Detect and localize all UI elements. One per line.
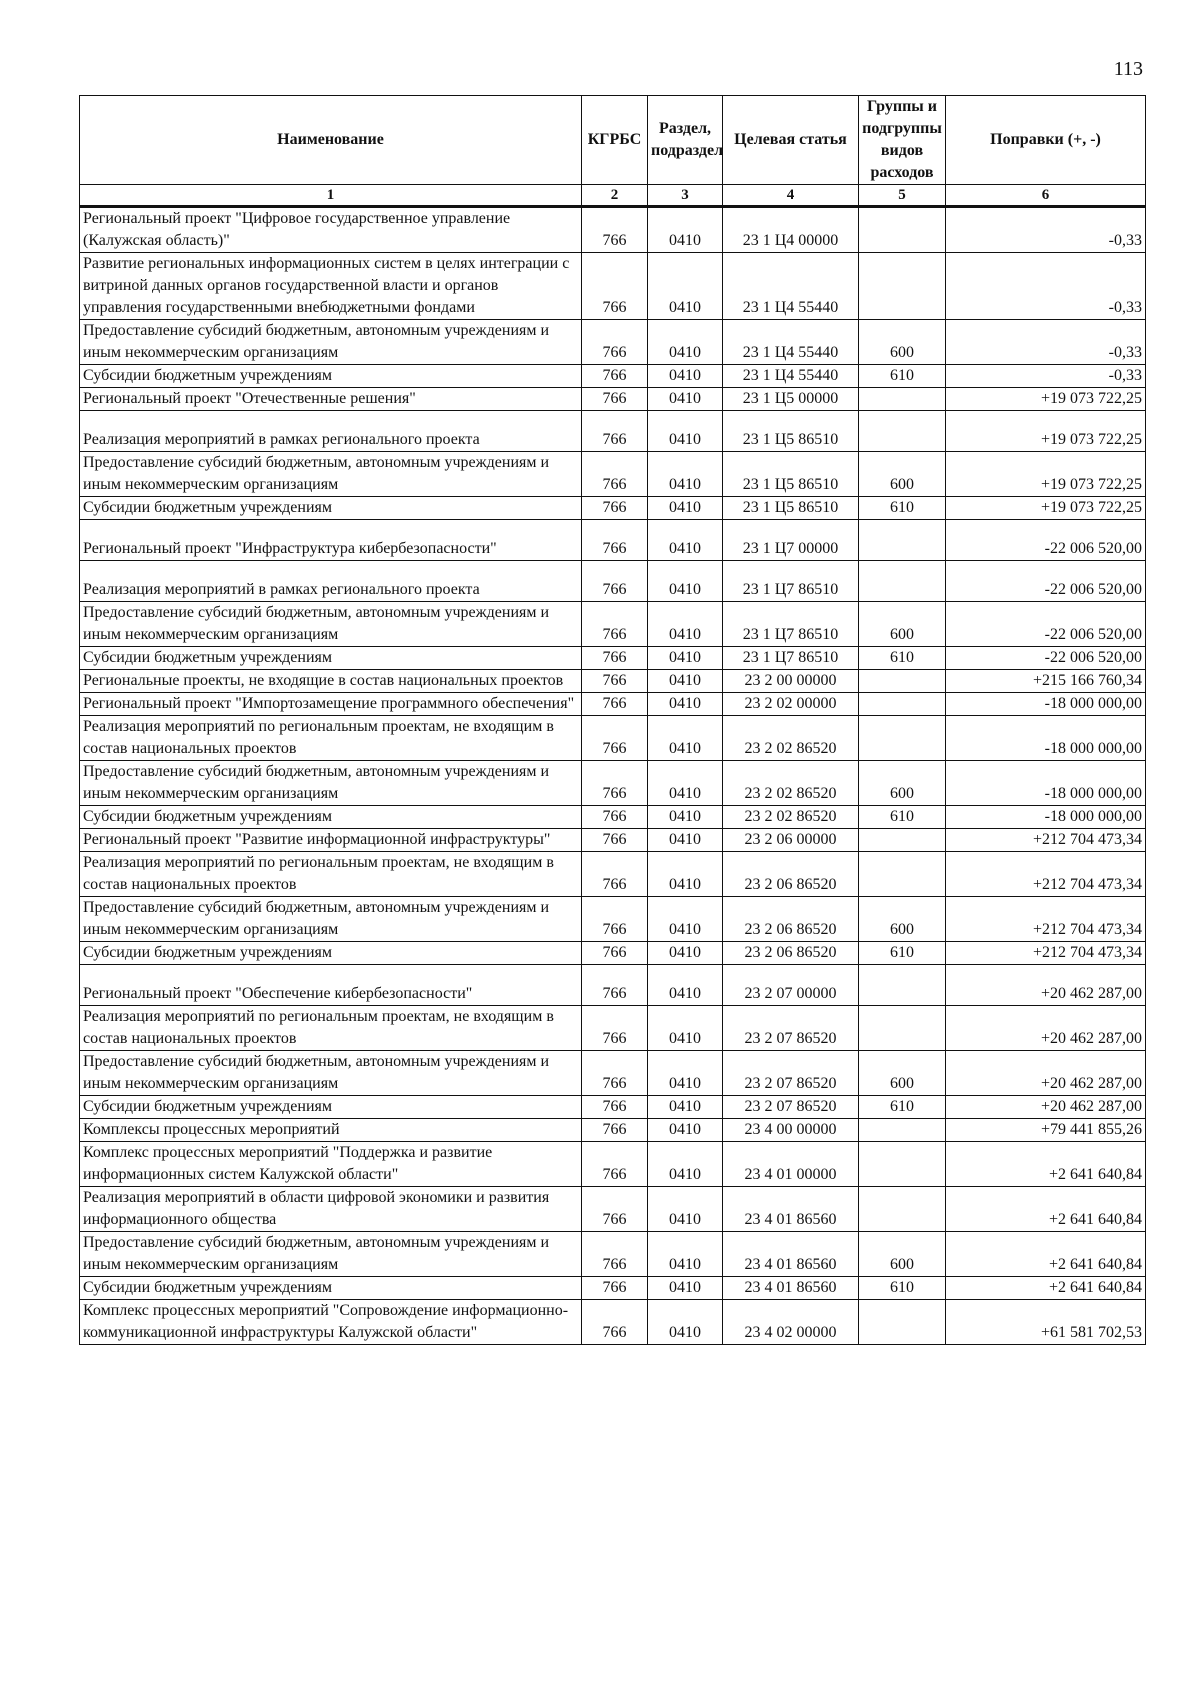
column-number-row — [80, 185, 1146, 207]
row-amount-cell: +20 462 287,00 — [946, 1096, 1146, 1119]
table-row — [80, 388, 1146, 411]
table-row — [80, 716, 1146, 761]
row-group-cell — [859, 965, 946, 1006]
row-target-cell: 23 2 06 86520 — [723, 852, 859, 897]
row-amount-cell: +19 073 722,25 — [946, 388, 1146, 411]
row-kgrbs-cell: 766 — [582, 320, 648, 365]
row-target-cell: 23 1 Ц4 55440 — [723, 320, 859, 365]
row-group-cell: 610 — [859, 365, 946, 388]
row-section-cell: 0410 — [648, 1300, 723, 1345]
row-target-cell: 23 1 Ц7 86510 — [723, 602, 859, 647]
row-amount-cell: -0,33 — [946, 253, 1146, 320]
row-target-cell: 23 1 Ц5 86510 — [723, 452, 859, 497]
row-target-cell: 23 2 06 86520 — [723, 942, 859, 965]
row-group-cell: 610 — [859, 806, 946, 829]
table-row — [80, 1006, 1146, 1051]
row-kgrbs-cell: 766 — [582, 965, 648, 1006]
row-name-cell: Реализация мероприятий по региональным проектам, не входящим в состав национальных проектов — [80, 1006, 582, 1051]
row-name-cell: Реализация мероприятий в рамках регионального проекта — [80, 411, 582, 452]
row-target-cell: 23 2 07 86520 — [723, 1096, 859, 1119]
row-name-cell: Региональные проекты, не входящие в состав национальных проектов — [80, 670, 582, 693]
row-group-cell — [859, 716, 946, 761]
row-kgrbs-cell: 766 — [582, 647, 648, 670]
row-amount-cell: -22 006 520,00 — [946, 520, 1146, 561]
row-group-cell: 610 — [859, 942, 946, 965]
row-name-cell: Предоставление субсидий бюджетным, автономным учреждениям и иным некоммерческим организациям — [80, 1051, 582, 1096]
row-section-cell: 0410 — [648, 852, 723, 897]
row-section-cell: 0410 — [648, 411, 723, 452]
row-section-cell: 0410 — [648, 942, 723, 965]
table-header-row — [80, 96, 1146, 185]
row-kgrbs-cell: 766 — [582, 1051, 648, 1096]
row-group-cell — [859, 852, 946, 897]
row-section-cell: 0410 — [648, 1006, 723, 1051]
row-section-cell: 0410 — [648, 1187, 723, 1232]
column-number: 4 — [723, 185, 859, 207]
column-number: 6 — [946, 185, 1146, 207]
row-amount-cell: -0,33 — [946, 207, 1146, 253]
row-section-cell: 0410 — [648, 497, 723, 520]
row-name-cell: Реализация мероприятий в области цифровой экономики и развития информационного общества — [80, 1187, 582, 1232]
row-name-cell: Реализация мероприятий по региональным проектам, не входящим в состав национальных проектов — [80, 716, 582, 761]
row-group-cell — [859, 411, 946, 452]
column-number: 1 — [80, 185, 582, 207]
row-section-cell: 0410 — [648, 388, 723, 411]
row-amount-cell: +2 641 640,84 — [946, 1142, 1146, 1187]
row-section-cell: 0410 — [648, 647, 723, 670]
table-row — [80, 942, 1146, 965]
row-target-cell: 23 2 02 00000 — [723, 693, 859, 716]
row-amount-cell: +212 704 473,34 — [946, 852, 1146, 897]
row-amount-cell: +20 462 287,00 — [946, 1051, 1146, 1096]
row-group-cell — [859, 207, 946, 253]
row-amount-cell: -0,33 — [946, 365, 1146, 388]
row-kgrbs-cell: 766 — [582, 561, 648, 602]
row-group-cell: 610 — [859, 497, 946, 520]
table-row — [80, 693, 1146, 716]
header-amount: Поправки (+, -) — [946, 96, 1146, 185]
row-group-cell — [859, 829, 946, 852]
row-kgrbs-cell: 766 — [582, 365, 648, 388]
row-name-cell: Предоставление субсидий бюджетным, автономным учреждениям и иным некоммерческим организациям — [80, 1232, 582, 1277]
row-section-cell: 0410 — [648, 965, 723, 1006]
row-name-cell: Региональный проект "Цифровое государственное управление (Калужская область)" — [80, 207, 582, 253]
row-target-cell: 23 2 07 86520 — [723, 1006, 859, 1051]
row-section-cell: 0410 — [648, 561, 723, 602]
row-target-cell: 23 2 07 00000 — [723, 965, 859, 1006]
row-kgrbs-cell: 766 — [582, 1119, 648, 1142]
row-name-cell: Реализация мероприятий в рамках регионального проекта — [80, 561, 582, 602]
row-kgrbs-cell: 766 — [582, 716, 648, 761]
row-section-cell: 0410 — [648, 1051, 723, 1096]
row-target-cell: 23 2 06 86520 — [723, 897, 859, 942]
row-kgrbs-cell: 766 — [582, 497, 648, 520]
row-section-cell: 0410 — [648, 520, 723, 561]
row-amount-cell: +212 704 473,34 — [946, 942, 1146, 965]
row-amount-cell: -22 006 520,00 — [946, 647, 1146, 670]
row-target-cell: 23 1 Ц5 00000 — [723, 388, 859, 411]
table-row — [80, 897, 1146, 942]
row-target-cell: 23 2 02 86520 — [723, 716, 859, 761]
table-row — [80, 411, 1146, 452]
row-section-cell: 0410 — [648, 320, 723, 365]
row-target-cell: 23 1 Ц4 55440 — [723, 253, 859, 320]
row-section-cell: 0410 — [648, 806, 723, 829]
row-group-cell: 610 — [859, 1096, 946, 1119]
row-kgrbs-cell: 766 — [582, 897, 648, 942]
row-kgrbs-cell: 766 — [582, 942, 648, 965]
row-section-cell: 0410 — [648, 207, 723, 253]
table-row — [80, 320, 1146, 365]
row-kgrbs-cell: 766 — [582, 1187, 648, 1232]
row-amount-cell: +19 073 722,25 — [946, 497, 1146, 520]
table-row — [80, 1051, 1146, 1096]
table-row — [80, 852, 1146, 897]
row-amount-cell: +19 073 722,25 — [946, 411, 1146, 452]
row-name-cell: Предоставление субсидий бюджетным, автономным учреждениям и иным некоммерческим организациям — [80, 602, 582, 647]
column-number: 2 — [582, 185, 648, 207]
table-row — [80, 647, 1146, 670]
table-row — [80, 1300, 1146, 1345]
row-kgrbs-cell: 766 — [582, 388, 648, 411]
row-kgrbs-cell: 766 — [582, 520, 648, 561]
header-group: Группы и подгруппы видов расходов — [859, 96, 946, 185]
row-group-cell: 600 — [859, 320, 946, 365]
row-target-cell: 23 2 00 00000 — [723, 670, 859, 693]
row-name-cell: Развитие региональных информационных систем в целях интеграции с витриной данных органов государственной власти и органов управления государственными внебюджетными фондами — [80, 253, 582, 320]
table-row — [80, 207, 1146, 253]
row-section-cell: 0410 — [648, 1096, 723, 1119]
table-row — [80, 365, 1146, 388]
table-row — [80, 1096, 1146, 1119]
row-target-cell: 23 1 Ц5 86510 — [723, 411, 859, 452]
row-amount-cell: -0,33 — [946, 320, 1146, 365]
table-row — [80, 965, 1146, 1006]
row-kgrbs-cell: 766 — [582, 207, 648, 253]
row-kgrbs-cell: 766 — [582, 1277, 648, 1300]
row-target-cell: 23 1 Ц7 86510 — [723, 647, 859, 670]
table-row — [80, 761, 1146, 806]
row-name-cell: Субсидии бюджетным учреждениям — [80, 365, 582, 388]
row-name-cell: Предоставление субсидий бюджетным, автономным учреждениям и иным некоммерческим организациям — [80, 761, 582, 806]
row-kgrbs-cell: 766 — [582, 852, 648, 897]
row-name-cell: Субсидии бюджетным учреждениям — [80, 942, 582, 965]
row-group-cell: 610 — [859, 1277, 946, 1300]
row-kgrbs-cell: 766 — [582, 670, 648, 693]
row-group-cell — [859, 1187, 946, 1232]
row-group-cell — [859, 1119, 946, 1142]
row-target-cell: 23 1 Ц5 86510 — [723, 497, 859, 520]
row-group-cell — [859, 1300, 946, 1345]
row-target-cell: 23 2 02 86520 — [723, 761, 859, 806]
row-name-cell: Комплекс процессных мероприятий "Сопровождение информационно-коммуникационной инфраструктуры Калужской области" — [80, 1300, 582, 1345]
row-target-cell: 23 1 Ц4 00000 — [723, 207, 859, 253]
row-target-cell: 23 4 01 86560 — [723, 1187, 859, 1232]
row-target-cell: 23 1 Ц7 00000 — [723, 520, 859, 561]
row-group-cell — [859, 520, 946, 561]
row-name-cell: Предоставление субсидий бюджетным, автономным учреждениям и иным некоммерческим организациям — [80, 320, 582, 365]
table-row — [80, 1119, 1146, 1142]
row-section-cell: 0410 — [648, 716, 723, 761]
header-target: Целевая статья — [723, 96, 859, 185]
row-amount-cell: +20 462 287,00 — [946, 965, 1146, 1006]
row-target-cell: 23 4 02 00000 — [723, 1300, 859, 1345]
row-section-cell: 0410 — [648, 1232, 723, 1277]
row-target-cell: 23 4 00 00000 — [723, 1119, 859, 1142]
row-group-cell — [859, 253, 946, 320]
row-amount-cell: -18 000 000,00 — [946, 761, 1146, 806]
row-group-cell — [859, 388, 946, 411]
row-section-cell: 0410 — [648, 1277, 723, 1300]
row-amount-cell: +79 441 855,26 — [946, 1119, 1146, 1142]
row-section-cell: 0410 — [648, 452, 723, 497]
row-target-cell: 23 4 01 86560 — [723, 1277, 859, 1300]
row-group-cell: 600 — [859, 897, 946, 942]
budget-table — [79, 95, 1146, 1345]
row-amount-cell: +19 073 722,25 — [946, 452, 1146, 497]
row-amount-cell: +2 641 640,84 — [946, 1277, 1146, 1300]
row-section-cell: 0410 — [648, 897, 723, 942]
table-row — [80, 497, 1146, 520]
row-kgrbs-cell: 766 — [582, 411, 648, 452]
row-kgrbs-cell: 766 — [582, 693, 648, 716]
table-row — [80, 452, 1146, 497]
row-name-cell: Региональный проект "Импортозамещение программного обеспечения" — [80, 693, 582, 716]
row-group-cell: 600 — [859, 1051, 946, 1096]
row-name-cell: Предоставление субсидий бюджетным, автономным учреждениям и иным некоммерческим организациям — [80, 452, 582, 497]
row-amount-cell: +212 704 473,34 — [946, 897, 1146, 942]
row-amount-cell: -18 000 000,00 — [946, 693, 1146, 716]
table-row — [80, 602, 1146, 647]
table-row — [80, 829, 1146, 852]
row-name-cell: Предоставление субсидий бюджетным, автономным учреждениям и иным некоммерческим организациям — [80, 897, 582, 942]
row-amount-cell: +20 462 287,00 — [946, 1006, 1146, 1051]
row-target-cell: 23 2 02 86520 — [723, 806, 859, 829]
row-target-cell: 23 1 Ц7 86510 — [723, 561, 859, 602]
page-number: 113 — [1113, 58, 1143, 80]
table-row — [80, 520, 1146, 561]
row-amount-cell: +2 641 640,84 — [946, 1187, 1146, 1232]
row-target-cell: 23 4 01 86560 — [723, 1232, 859, 1277]
row-name-cell: Субсидии бюджетным учреждениям — [80, 806, 582, 829]
row-kgrbs-cell: 766 — [582, 1232, 648, 1277]
row-name-cell: Реализация мероприятий по региональным проектам, не входящим в состав национальных проектов — [80, 852, 582, 897]
row-kgrbs-cell: 766 — [582, 1006, 648, 1051]
row-amount-cell: +212 704 473,34 — [946, 829, 1146, 852]
row-name-cell: Региональный проект "Развитие информационной инфраструктуры" — [80, 829, 582, 852]
row-group-cell: 600 — [859, 1232, 946, 1277]
row-section-cell: 0410 — [648, 602, 723, 647]
row-name-cell: Региональный проект "Обеспечение кибербезопасности" — [80, 965, 582, 1006]
row-kgrbs-cell: 766 — [582, 253, 648, 320]
row-target-cell: 23 1 Ц4 55440 — [723, 365, 859, 388]
row-section-cell: 0410 — [648, 693, 723, 716]
column-number: 3 — [648, 185, 723, 207]
table-body — [80, 207, 1146, 1345]
row-amount-cell: +2 641 640,84 — [946, 1232, 1146, 1277]
table-row — [80, 561, 1146, 602]
row-amount-cell: -18 000 000,00 — [946, 806, 1146, 829]
row-name-cell: Региональный проект "Инфраструктура кибербезопасности" — [80, 520, 582, 561]
row-kgrbs-cell: 766 — [582, 1096, 648, 1119]
table-row — [80, 670, 1146, 693]
row-section-cell: 0410 — [648, 761, 723, 806]
table-row — [80, 1232, 1146, 1277]
row-group-cell — [859, 693, 946, 716]
row-kgrbs-cell: 766 — [582, 761, 648, 806]
row-target-cell: 23 2 06 00000 — [723, 829, 859, 852]
header-kgrbs: КГРБС — [582, 96, 648, 185]
row-kgrbs-cell: 766 — [582, 452, 648, 497]
row-name-cell: Субсидии бюджетным учреждениям — [80, 647, 582, 670]
row-target-cell: 23 2 07 86520 — [723, 1051, 859, 1096]
row-name-cell: Субсидии бюджетным учреждениям — [80, 1277, 582, 1300]
row-name-cell: Субсидии бюджетным учреждениям — [80, 1096, 582, 1119]
row-group-cell — [859, 561, 946, 602]
table-row — [80, 806, 1146, 829]
header-section: Раздел, подраздел — [648, 96, 723, 185]
row-kgrbs-cell: 766 — [582, 1142, 648, 1187]
row-group-cell: 600 — [859, 452, 946, 497]
row-kgrbs-cell: 766 — [582, 806, 648, 829]
row-amount-cell: +61 581 702,53 — [946, 1300, 1146, 1345]
row-name-cell: Комплекс процессных мероприятий "Поддержка и развитие информационных систем Калужской области" — [80, 1142, 582, 1187]
row-section-cell: 0410 — [648, 670, 723, 693]
row-name-cell: Комплексы процессных мероприятий — [80, 1119, 582, 1142]
row-group-cell — [859, 670, 946, 693]
row-section-cell: 0410 — [648, 1119, 723, 1142]
table-row — [80, 1187, 1146, 1232]
row-target-cell: 23 4 01 00000 — [723, 1142, 859, 1187]
row-section-cell: 0410 — [648, 253, 723, 320]
row-kgrbs-cell: 766 — [582, 1300, 648, 1345]
row-name-cell: Региональный проект "Отечественные решения" — [80, 388, 582, 411]
row-kgrbs-cell: 766 — [582, 829, 648, 852]
row-group-cell: 600 — [859, 602, 946, 647]
row-group-cell — [859, 1006, 946, 1051]
row-kgrbs-cell: 766 — [582, 602, 648, 647]
row-section-cell: 0410 — [648, 365, 723, 388]
row-group-cell: 600 — [859, 761, 946, 806]
table-row — [80, 253, 1146, 320]
column-number: 5 — [859, 185, 946, 207]
row-amount-cell: -22 006 520,00 — [946, 602, 1146, 647]
table-row — [80, 1142, 1146, 1187]
row-amount-cell: -22 006 520,00 — [946, 561, 1146, 602]
row-group-cell — [859, 1142, 946, 1187]
table-row — [80, 1277, 1146, 1300]
row-amount-cell: +215 166 760,34 — [946, 670, 1146, 693]
row-name-cell: Субсидии бюджетным учреждениям — [80, 497, 582, 520]
row-amount-cell: -18 000 000,00 — [946, 716, 1146, 761]
row-section-cell: 0410 — [648, 829, 723, 852]
header-name: Наименование — [80, 96, 582, 185]
row-group-cell: 610 — [859, 647, 946, 670]
row-section-cell: 0410 — [648, 1142, 723, 1187]
